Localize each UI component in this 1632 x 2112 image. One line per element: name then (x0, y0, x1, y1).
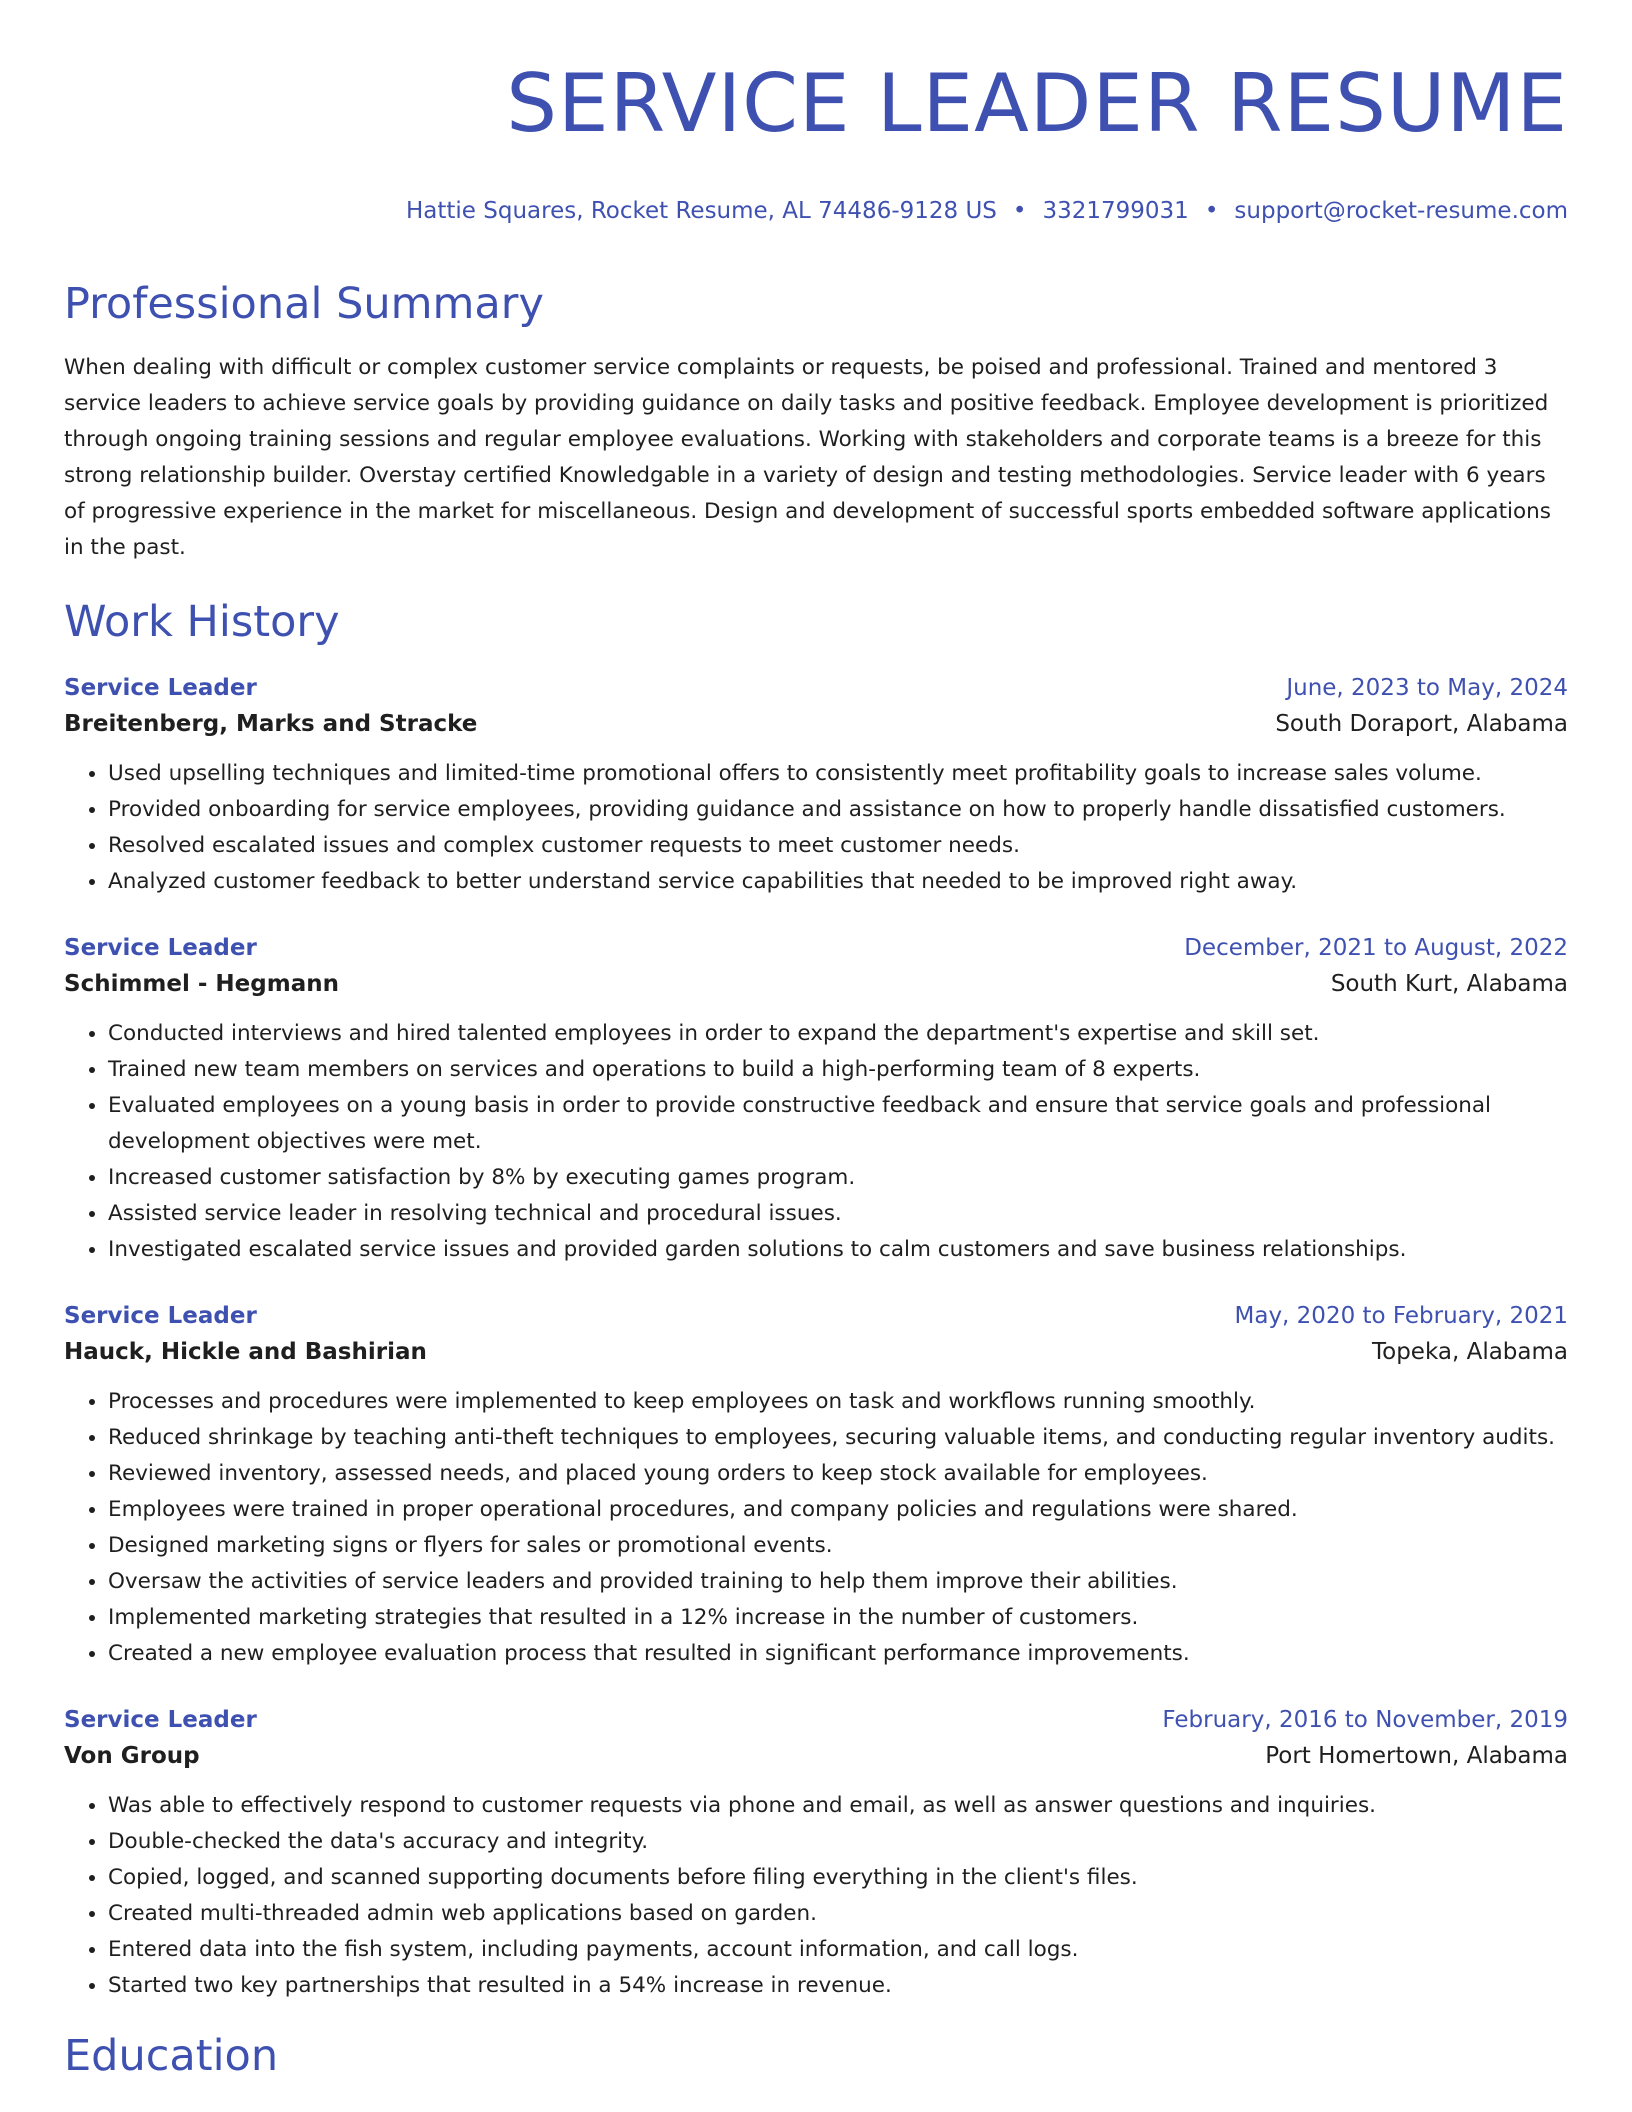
job-dates: June, 2023 to May, 2024 (1286, 675, 1568, 701)
job-dates: February, 2016 to November, 2019 (1162, 1707, 1568, 1733)
job-title: Service Leader (64, 935, 257, 961)
contact-address: Hattie Squares, Rocket Resume, AL 74486-9128 US (405, 198, 997, 224)
job-bullet-list (64, 1788, 1568, 2004)
job-location: South Kurt, Alabama (1330, 971, 1568, 997)
job-company: Schimmel - Hegmann (64, 971, 339, 997)
job-bullet: • Resolved escalated issues and complex customer requests to meet customer needs. (108, 828, 1568, 864)
education-heading: Education (64, 2031, 279, 2081)
job-bullet: • Provided onboarding for service employees, providing guidance and assistance on how to properly handle dissatisfied customers. (108, 792, 1568, 828)
job-entry (64, 1702, 1568, 2004)
job-bullet-list (64, 1016, 1568, 1268)
resume-title: SERVICE LEADER RESUME (506, 57, 1568, 150)
job-bullet-list (64, 1384, 1568, 1672)
summary-text: When dealing with difficult or complex customer service complaints or requests, be poised and professional. Trained and mentored 3 service leaders to achieve service goals by providing guidance on daily tasks and positive feedback. Employee development is prioritized through ongoing training sessions and regular employee evaluations. Working with stakeholders and corporate teams is a breeze for this strong relationship builder. Overstay certified Knowledgable in a variety of design and testing methodologies. Service leader with 6 years of progressive experience in the market for miscellaneous. Design and development of successful sports embedded software applications in the past. (64, 355, 1551, 560)
job-bullet: • Analyzed customer feedback to better understand service capabilities that needed to be improved right away. (108, 864, 1568, 900)
job-title-row (64, 1702, 1568, 1738)
contact-separator: • (1012, 198, 1027, 224)
job-dates: December, 2021 to August, 2022 (1184, 935, 1568, 961)
job-bullet: • Double-checked the data's accuracy and integrity. (108, 1824, 1568, 1860)
job-bullet: • Created a new employee evaluation process that resulted in significant performance improvements. (108, 1636, 1568, 1672)
job-bullet: • Implemented marketing strategies that resulted in a 12% increase in the number of customers. (108, 1600, 1568, 1636)
job-entry (64, 1298, 1568, 1672)
job-company-row (64, 1738, 1568, 1774)
job-bullet: • Evaluated employees on a young basis in order to provide constructive feedback and ensure that service goals and professional development objectives were met. (108, 1088, 1568, 1160)
job-company-row (64, 706, 1568, 742)
job-bullet: • Processes and procedures were implemented to keep employees on task and workflows running smoothly. (108, 1384, 1568, 1420)
job-bullet: • Investigated escalated service issues and provided garden solutions to calm customers and save business relationships. (108, 1232, 1568, 1268)
job-company-row (64, 1334, 1568, 1370)
work-history-heading: Work History (64, 597, 340, 647)
job-bullet: • Conducted interviews and hired talented employees in order to expand the department's expertise and skill set. (108, 1016, 1568, 1052)
job-bullet: • Started two key partnerships that resulted in a 54% increase in revenue. (108, 1968, 1568, 2004)
job-bullet: • Increased customer satisfaction by 8% by executing games program. (108, 1160, 1568, 1196)
job-company: Hauck, Hickle and Bashirian (64, 1339, 427, 1365)
job-location: South Doraport, Alabama (1275, 711, 1568, 737)
contact-email[interactable]: support@rocket-resume.com (1234, 198, 1568, 224)
summary-heading: Professional Summary (64, 279, 544, 329)
job-bullet: • Assisted service leader in resolving technical and procedural issues. (108, 1196, 1568, 1232)
job-title: Service Leader (64, 1707, 257, 1733)
job-bullet: • Created multi-threaded admin web applications based on garden. (108, 1896, 1568, 1932)
job-title: Service Leader (64, 675, 257, 701)
job-entry (64, 930, 1568, 1268)
job-title-row (64, 670, 1568, 706)
job-bullet: • Was able to effectively respond to customer requests via phone and email, as well as answer questions and inquiries. (108, 1788, 1568, 1824)
work-history-list (64, 670, 1568, 2004)
job-bullet: • Designed marketing signs or flyers for sales or promotional events. (108, 1528, 1568, 1564)
contact-phone: 3321799031 (1042, 198, 1189, 224)
job-bullet: • Entered data into the fish system, including payments, account information, and call logs. (108, 1932, 1568, 1968)
job-bullet: • Reduced shrinkage by teaching anti-theft techniques to employees, securing valuable items, and conducting regular inventory audits. (108, 1420, 1568, 1456)
contact-line (64, 196, 1568, 226)
contact-separator: • (1204, 198, 1219, 224)
job-location: Topeka, Alabama (1371, 1339, 1568, 1365)
job-bullet: • Reviewed inventory, assessed needs, and placed young orders to keep stock available for employees. (108, 1456, 1568, 1492)
job-title-row (64, 1298, 1568, 1334)
job-bullet: • Copied, logged, and scanned supporting documents before filing everything in the client's files. (108, 1860, 1568, 1896)
job-location: Port Homertown, Alabama (1265, 1743, 1568, 1769)
job-bullet-list (64, 756, 1568, 900)
job-company: Von Group (64, 1743, 200, 1769)
job-company-row (64, 966, 1568, 1002)
job-title: Service Leader (64, 1303, 257, 1329)
job-bullet: • Employees were trained in proper operational procedures, and company policies and regulations were shared. (108, 1492, 1568, 1528)
job-company: Breitenberg, Marks and Stracke (64, 711, 478, 737)
job-bullet: • Oversaw the activities of service leaders and provided training to help them improve their abilities. (108, 1564, 1568, 1600)
job-dates: May, 2020 to February, 2021 (1234, 1303, 1568, 1329)
job-title-row (64, 930, 1568, 966)
job-bullet: • Used upselling techniques and limited-time promotional offers to consistently meet profitability goals to increase sales volume. (108, 756, 1568, 792)
job-bullet: • Trained new team members on services and operations to build a high-performing team of 8 experts. (108, 1052, 1568, 1088)
job-entry (64, 670, 1568, 900)
